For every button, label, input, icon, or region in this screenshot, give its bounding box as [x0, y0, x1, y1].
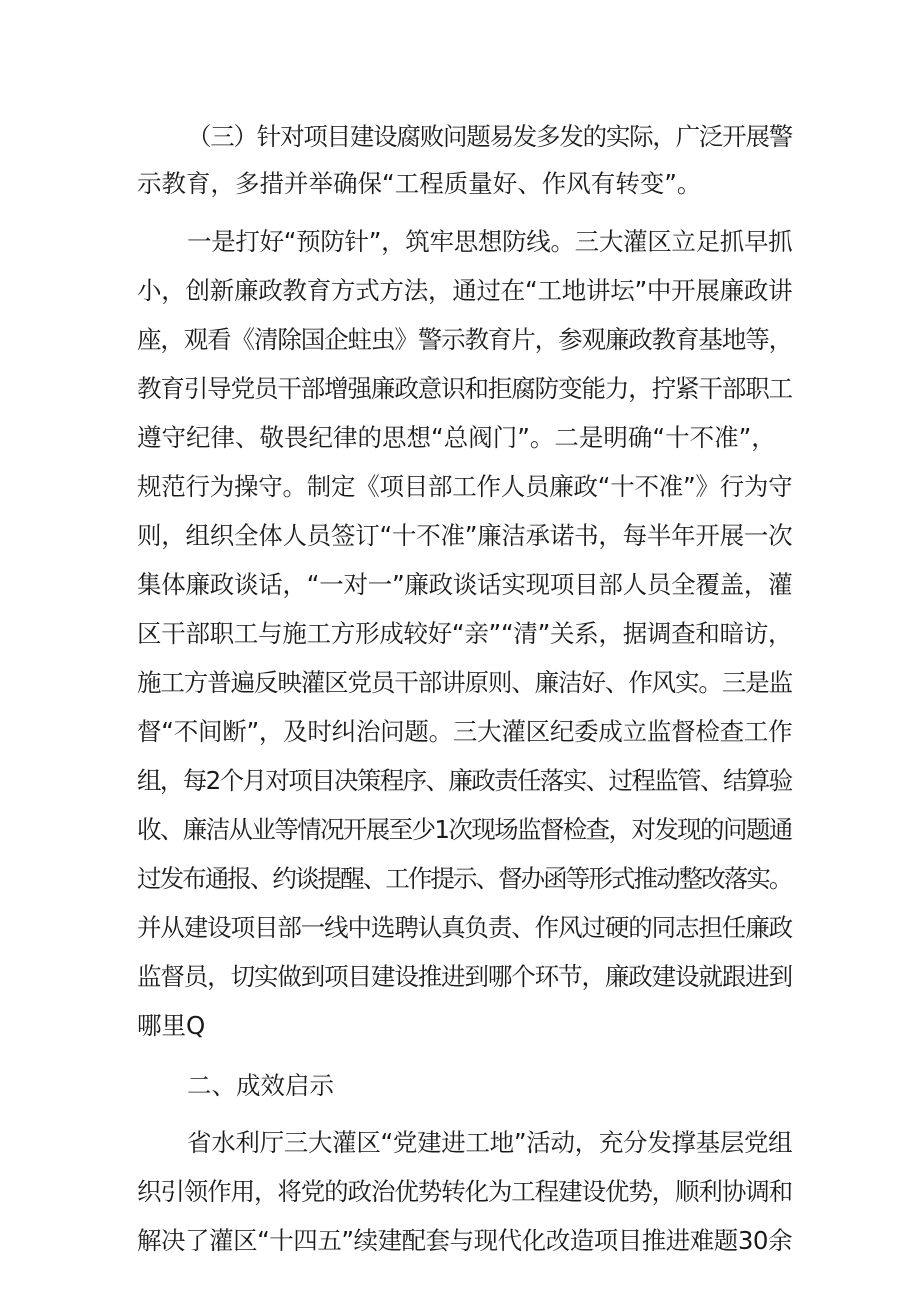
section-3-heading-line: （三）针对项目建设腐败问题易发多发的实际，广泛开展警	[187, 122, 792, 151]
paragraph-line: 组，每2个月对项目决策程序、廉政责任落实、过程监管、结算验	[137, 766, 792, 795]
paragraph-line: 施工方普遍反映灌区党员干部讲原则、廉洁好、作风实。三是监	[137, 668, 793, 697]
paragraph-line: 一是打好“预防针”，筑牢思想防线。三大灌区立足抓早抓	[187, 227, 793, 256]
section-2-heading: 二、成效启示	[187, 1071, 334, 1100]
section-3-heading-line: 示教育，多措并举确保“工程质量好、作风有转变”。	[137, 169, 702, 198]
paragraph-line: 区干部职工与施工方形成较好“亲”“清”关系，据调查和暗访，	[137, 619, 793, 648]
paragraph-line: 并从建设项目部一线中选聘认真负责、作风过硬的同志担任廉政	[137, 913, 793, 942]
paragraph-line: 教育引导党员干部增强廉政意识和拒腐防变能力，拧紧干部职工	[137, 374, 793, 403]
paragraph-line: 哪里Q	[137, 1011, 206, 1040]
paragraph-line: 集体廉政谈话，“一对一”廉政谈话实现项目部人员全覆盖，灌	[137, 570, 793, 599]
paragraph-line: 则，组织全体人员签订“十不准”廉洁承诺书，每半年开展一次	[137, 521, 793, 550]
paragraph-line: 监督员，切实做到项目建设推进到哪个环节，廉政建设就跟进到	[137, 962, 793, 991]
paragraph-line: 过发布通报、约谈提醒、工作提示、督办函等形式推动整改落实。	[137, 864, 792, 893]
paragraph-line: 织引领作用，将党的政治优势转化为工程建设优势，顺利协调和	[137, 1177, 793, 1206]
paragraph-line: 督“不间断”，及时纠治问题。三大灌区纪委成立监督检查工作	[137, 717, 793, 746]
paragraph-line: 遵守纪律、敬畏纪律的思想“总阀门”。二是明确“十不准”，	[137, 423, 776, 452]
paragraph-line: 收、廉洁从业等情况开展至少1次现场监督检查，对发现的问题通	[137, 815, 792, 844]
paragraph-line: 省水利厅三大灌区“党建进工地”活动，充分发撑基层党组	[187, 1128, 793, 1157]
paragraph-line: 规范行为操守。制定《项目部工作人员廉政“十不准”》行为守	[137, 472, 793, 501]
paragraph-line: 座，观看《清除国企蛀虫》警示教育片，参观廉政教育基地等，	[137, 325, 793, 354]
paragraph-line: 解决了灌区“十四五”续建配套与现代化改造项目推进难题30余	[137, 1226, 793, 1255]
paragraph-line: 小，创新廉政教育方式方法，通过在“工地讲坛”中开展廉政讲	[137, 276, 793, 305]
